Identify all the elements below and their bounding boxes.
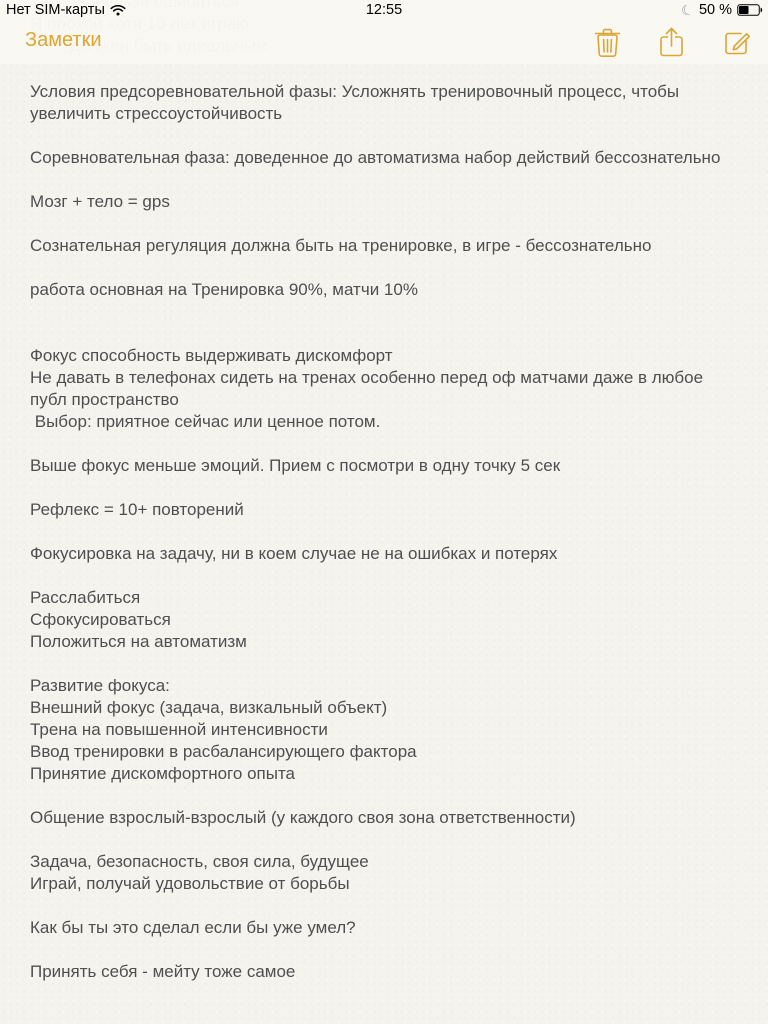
note-line: [30, 213, 732, 235]
note-line: Как бы ты это сделал если бы уже умел?: [30, 918, 356, 937]
note-line: Условия предсоревновательной фазы: Усложнять тренировочный процесс, чтобы увеличить стрессоустойчивость: [30, 82, 684, 123]
note-line: Положиться на автоматизм: [30, 632, 247, 651]
note-line: Внешний фокус (задача, визкальный объект): [30, 698, 388, 717]
compose-button[interactable]: [722, 26, 752, 58]
trash-icon: [594, 27, 621, 58]
note-text-area[interactable]: [30, 81, 732, 983]
note-line: Принятие дискомфортного опыта: [30, 764, 295, 783]
status-right: [681, 2, 763, 18]
note-line: Не давать в телефонах сидеть на тренах особенно перед оф матчами даже в любое публ пространство: [30, 368, 708, 409]
share-button[interactable]: [658, 26, 688, 58]
note-line: Фокусировка на задачу, ни в коем случае не на ошибках и потерях: [30, 544, 558, 563]
note-line: [30, 301, 732, 323]
note-line: [30, 323, 732, 345]
note-line: Выбор: приятное сейчас или ценное потом.: [30, 412, 381, 431]
note-line: [30, 433, 732, 455]
note-line: Фокус способность выдерживать дискомфорт: [30, 346, 393, 365]
share-icon: [658, 26, 685, 58]
do-not-disturb-moon-icon: ☾: [679, 0, 697, 20]
note-line: [30, 257, 732, 279]
back-to-notes-button[interactable]: Заметки: [25, 29, 102, 51]
note-line: Расслабиться: [30, 588, 141, 607]
note-line: [30, 785, 732, 807]
note-line: [30, 895, 732, 917]
note-line: [30, 565, 732, 587]
trash-button[interactable]: [594, 26, 624, 58]
note-line: Сфокусироваться: [30, 610, 171, 629]
note-line: Мозг + тело = gps: [30, 192, 170, 211]
nav-actions: [594, 26, 752, 58]
carrier-label: Нет SIM-карты: [6, 2, 105, 18]
note-line: Рефлекс = 10+ повторений: [30, 500, 244, 519]
note-line: [30, 521, 732, 543]
note-line: Играй, получай удовольствие от борьбы: [30, 874, 350, 893]
clock: 12:55: [365, 2, 403, 18]
note-line: Общение взрослый-взрослый (у каждого своя зона ответственности): [30, 808, 576, 827]
compose-icon: [722, 27, 753, 58]
note-line: [30, 169, 732, 191]
note-line: [30, 829, 732, 851]
note-line: работа основная на Тренировка 90%, матчи 10%: [30, 280, 418, 299]
status-bar: [0, 0, 768, 20]
note-line: [30, 125, 732, 147]
note-line: [30, 653, 732, 675]
note-line: Выше фокус меньше эмоций. Прием с посмотри в одну точку 5 сек: [30, 456, 561, 475]
note-line: [30, 939, 732, 961]
note-line: Задача, безопасность, своя сила, будущее: [30, 852, 369, 871]
note-line: [30, 477, 732, 499]
top-chrome: [0, 0, 768, 64]
note-line: Трена на повышенной интенсивности: [30, 720, 328, 739]
note-line: Принять себя - мейту тоже самое: [30, 962, 296, 981]
note-line: Сознательная регуляция должна быть на тренировке, в игре - бессознательно: [30, 236, 652, 255]
note-line: Соревновательная фаза: доведенное до автоматизма набор действий бессознательно: [30, 148, 721, 167]
nav-bar: [0, 20, 768, 64]
note-line: Ввод тренировки в расбалансирующего фактора: [30, 742, 417, 761]
battery-icon: [737, 4, 763, 16]
note-line: Развитие фокуса:: [30, 676, 170, 695]
battery-percent-label: 50 %: [698, 2, 732, 18]
